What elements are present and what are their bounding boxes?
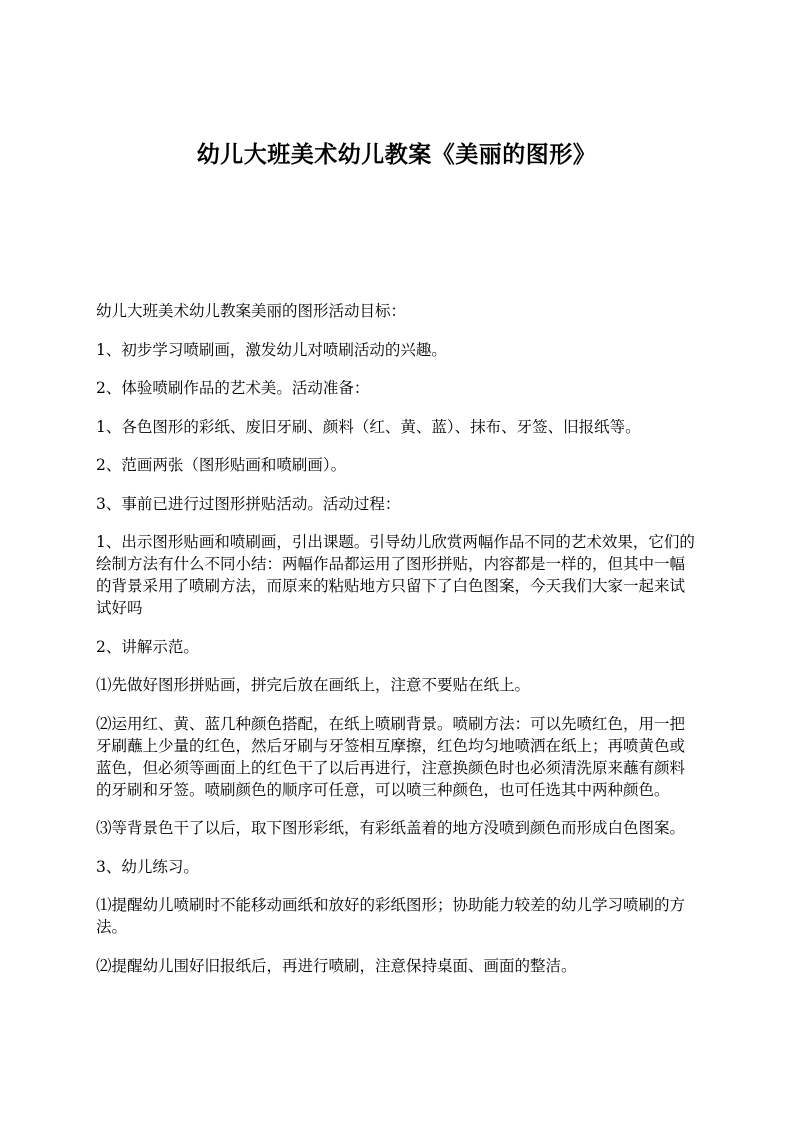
paragraph-step-1: ⑴先做好图形拼贴画，拼完后放在画纸上，注意不要贴在纸上。 <box>96 676 531 694</box>
paragraph-practice-2: ⑵提醒幼儿围好旧报纸后，再进行喷刷，注意保持桌面、画面的整洁。 <box>96 956 577 975</box>
paragraph-activity-goals-heading: 幼儿大班美术幼儿教案美丽的图形活动目标： <box>96 302 407 320</box>
paragraph-practice-1: ⑴提醒幼儿喷刷时不能移动画纸和放好的彩纸图形；协助能力较差的幼儿学习喷刷的方法。 <box>96 896 686 936</box>
paragraph-goal-2: 2、体验喷刷作品的艺术美。活动准备： <box>96 379 370 397</box>
paragraph-step-3: ⑶等背景色干了以后，取下图形彩纸，有彩纸盖着的地方没喷到颜色而形成白色图案。 <box>96 819 686 837</box>
paragraph-prep-1: 1、各色图形的彩纸、废旧牙刷、颜料（红、黄、蓝）、抹布、牙签、旧报纸等。 <box>96 417 641 436</box>
paragraph-process-1: 1、出示图形贴画和喷刷画，引出课题。引导幼儿欣赏两幅作品不同的艺术效果，它们的绘制方法有什么不同小结：两幅作品都运用了图形拼贴，内容都是一样的，但其中一幅的背景采用了喷刷方法，而原来的粘贴地方只留下了白色图案，今天我们大家一起来试试好吗 <box>96 533 695 617</box>
paragraph-process-2: 2、讲解示范。 <box>96 637 199 656</box>
paragraph-step-2: ⑵运用红、黄、蓝几种颜色搭配，在纸上喷刷背景。喷刷方法：可以先喷红色，用一把牙刷蘸上少量的红色，然后牙刷与牙签相互摩擦，红色均匀地喷洒在纸上；再喷黄色或蓝色，但必须等画面上的红色干了以后再进行，注意换颜色时也必须清洗原来蘸有颜料的牙刷和牙签。喷刷颜色的顺序可任意，可以喷三种颜色，也可任选其中两种颜色。 <box>96 714 686 799</box>
paragraph-prep-3: 3、事前已进行过图形拼贴活动。活动过程： <box>96 494 401 513</box>
paragraph-process-3: 3、幼儿练习。 <box>96 857 199 876</box>
paragraph-goal-1: 1、初步学习喷刷画，激发幼儿对喷刷活动的兴趣。 <box>96 340 447 359</box>
document-title: 幼儿大班美术幼儿教案《美丽的图形》 <box>196 142 597 168</box>
document-body <box>96 300 700 993</box>
paragraph-prep-2: 2、范画两张（图形贴画和喷刷画）。 <box>96 456 347 474</box>
